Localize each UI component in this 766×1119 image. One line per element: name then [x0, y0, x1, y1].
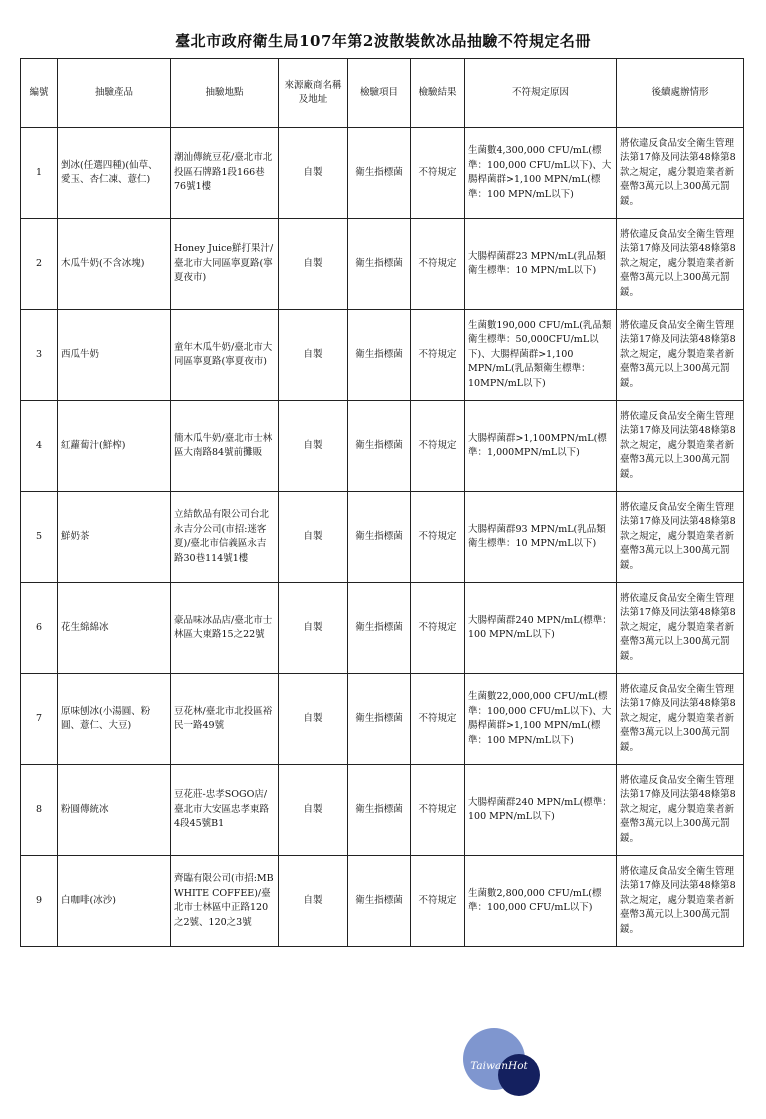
- header-item: 檢驗項目: [348, 59, 411, 128]
- taiwanhot-logo: [462, 1025, 542, 1100]
- violation-table: [20, 58, 744, 947]
- header-location: 抽驗地點: [171, 59, 279, 128]
- cell-product: 白咖啡(冰沙): [58, 856, 171, 947]
- cell-result: 不符規定: [411, 492, 465, 583]
- cell-location: 童年木瓜牛奶/臺北市大同區寧夏路(寧夏夜市): [171, 310, 279, 401]
- cell-source: 自製: [279, 219, 348, 310]
- cell-source: 自製: [279, 674, 348, 765]
- cell-product: 剉冰(任選四種)(仙草、愛玉、杏仁凍、薏仁): [58, 128, 171, 219]
- cell-source: 自製: [279, 583, 348, 674]
- cell-result: 不符規定: [411, 765, 465, 856]
- cell-item: 衛生指標菌: [348, 219, 411, 310]
- cell-followup: 將依違反食品安全衛生管理法第17條及同法第48條第8款之規定，處分製造業者新臺幣3萬元以上300萬元罰鍰。: [617, 765, 744, 856]
- table-row: [21, 310, 744, 401]
- header-reason: 不符規定原因: [465, 59, 617, 128]
- cell-source: 自製: [279, 856, 348, 947]
- header-result: 檢驗結果: [411, 59, 465, 128]
- cell-source: 自製: [279, 765, 348, 856]
- cell-no: 5: [21, 492, 58, 583]
- table-row: [21, 583, 744, 674]
- table-row: [21, 856, 744, 947]
- logo-text: TaiwanHot: [470, 1060, 528, 1072]
- table-row: [21, 492, 744, 583]
- cell-no: 8: [21, 765, 58, 856]
- cell-item: 衛生指標菌: [348, 583, 411, 674]
- cell-result: 不符規定: [411, 219, 465, 310]
- page-title: 臺北市政府衛生局107年第2波散裝飲冰品抽驗不符規定名冊: [175, 32, 591, 50]
- cell-result: 不符規定: [411, 674, 465, 765]
- cell-location: 立結飲品有限公司台北永吉分公司(市招:迷客夏)/臺北市信義區永吉路30巷114號1樓: [171, 492, 279, 583]
- cell-reason: 生菌數2,800,000 CFU/mL(標準：100,000 CFU/mL以下): [465, 856, 617, 947]
- cell-item: 衛生指標菌: [348, 674, 411, 765]
- cell-reason: 生菌數22,000,000 CFU/mL(標準：100,000 CFU/mL以下)、大腸桿菌群>1,100 MPN/mL(標準：100 MPN/mL以下): [465, 674, 617, 765]
- cell-location: 簡木瓜牛奶/臺北市士林區大南路84號前攤販: [171, 401, 279, 492]
- cell-source: 自製: [279, 310, 348, 401]
- table-row: [21, 401, 744, 492]
- cell-reason: 大腸桿菌群23 MPN/mL(乳品類衛生標準：10 MPN/mL以下): [465, 219, 617, 310]
- header-product: 抽驗產品: [58, 59, 171, 128]
- cell-no: 7: [21, 674, 58, 765]
- cell-followup: 將依違反食品安全衛生管理法第17條及同法第48條第8款之規定，處分製造業者新臺幣3萬元以上300萬元罰鍰。: [617, 310, 744, 401]
- cell-item: 衛生指標菌: [348, 310, 411, 401]
- header-no: 編號: [21, 59, 58, 128]
- table-row: [21, 765, 744, 856]
- cell-followup: 將依違反食品安全衛生管理法第17條及同法第48條第8款之規定，處分製造業者新臺幣3萬元以上300萬元罰鍰。: [617, 856, 744, 947]
- cell-reason: 生菌數190,000 CFU/mL(乳品類衛生標準：50,000CFU/mL以下)、大腸桿菌群>1,100 MPN/mL(乳品類衛生標準：10MPN/mL以下): [465, 310, 617, 401]
- cell-product: 花生綿綿冰: [58, 583, 171, 674]
- cell-result: 不符規定: [411, 128, 465, 219]
- cell-reason: 生菌數4,300,000 CFU/mL(標準：100,000 CFU/mL以下)、大腸桿菌群>1,100 MPN/mL(標準：100 MPN/mL以下): [465, 128, 617, 219]
- cell-no: 9: [21, 856, 58, 947]
- cell-no: 1: [21, 128, 58, 219]
- cell-followup: 將依違反食品安全衛生管理法第17條及同法第48條第8款之規定，處分製造業者新臺幣3萬元以上300萬元罰鍰。: [617, 492, 744, 583]
- cell-no: 2: [21, 219, 58, 310]
- table-row: [21, 219, 744, 310]
- header-followup: 後續處辦情形: [617, 59, 744, 128]
- cell-no: 6: [21, 583, 58, 674]
- cell-location: 齊臨有限公司(市招:MB WHITE COFFEE)/臺北市士林區中正路120之2號、120之3號: [171, 856, 279, 947]
- cell-product: 西瓜牛奶: [58, 310, 171, 401]
- cell-result: 不符規定: [411, 583, 465, 674]
- cell-location: 豪品味冰品店/臺北市士林區大東路15之22號: [171, 583, 279, 674]
- cell-followup: 將依違反食品安全衛生管理法第17條及同法第48條第8款之規定，處分製造業者新臺幣3萬元以上300萬元罰鍰。: [617, 401, 744, 492]
- cell-product: 原味刨冰(小湯圓、粉圓、薏仁、大豆): [58, 674, 171, 765]
- cell-item: 衛生指標菌: [348, 492, 411, 583]
- cell-result: 不符規定: [411, 401, 465, 492]
- header-source: 來源廠商名稱及地址: [279, 59, 348, 128]
- cell-reason: 大腸桿菌群>1,100MPN/mL(標準：1,000MPN/mL以下): [465, 401, 617, 492]
- cell-result: 不符規定: [411, 856, 465, 947]
- cell-item: 衛生指標菌: [348, 128, 411, 219]
- cell-source: 自製: [279, 401, 348, 492]
- cell-product: 紅蘿蔔汁(鮮榨): [58, 401, 171, 492]
- cell-followup: 將依違反食品安全衛生管理法第17條及同法第48條第8款之規定，處分製造業者新臺幣3萬元以上300萬元罰鍰。: [617, 583, 744, 674]
- cell-followup: 將依違反食品安全衛生管理法第17條及同法第48條第8款之規定，處分製造業者新臺幣3萬元以上300萬元罰鍰。: [617, 674, 744, 765]
- cell-location: Honey Juice鮮打果汁/臺北市大同區寧夏路(寧夏夜市): [171, 219, 279, 310]
- cell-followup: 將依違反食品安全衛生管理法第17條及同法第48條第8款之規定，處分製造業者新臺幣3萬元以上300萬元罰鍰。: [617, 219, 744, 310]
- cell-product: 粉圓傳統冰: [58, 765, 171, 856]
- cell-location: 豆花莊-忠孝SOGO店/臺北市大安區忠孝東路4段45號B1: [171, 765, 279, 856]
- cell-source: 自製: [279, 128, 348, 219]
- table-row: [21, 128, 744, 219]
- cell-followup: 將依違反食品安全衛生管理法第17條及同法第48條第8款之規定，處分製造業者新臺幣3萬元以上300萬元罰鍰。: [617, 128, 744, 219]
- cell-product: 木瓜牛奶(不含冰塊): [58, 219, 171, 310]
- cell-source: 自製: [279, 492, 348, 583]
- cell-no: 3: [21, 310, 58, 401]
- cell-location: 潮汕傳統豆花/臺北市北投區石牌路1段166巷76號1樓: [171, 128, 279, 219]
- cell-result: 不符規定: [411, 310, 465, 401]
- cell-reason: 大腸桿菌群93 MPN/mL(乳品類衛生標準：10 MPN/mL以下): [465, 492, 617, 583]
- cell-reason: 大腸桿菌群240 MPN/mL(標準：100 MPN/mL以下): [465, 583, 617, 674]
- table-header-row: [21, 59, 744, 128]
- cell-reason: 大腸桿菌群240 MPN/mL(標準：100 MPN/mL以下): [465, 765, 617, 856]
- cell-product: 鮮奶茶: [58, 492, 171, 583]
- table-row: [21, 674, 744, 765]
- cell-no: 4: [21, 401, 58, 492]
- cell-location: 豆花林/臺北市北投區裕民一路49號: [171, 674, 279, 765]
- cell-item: 衛生指標菌: [348, 765, 411, 856]
- cell-item: 衛生指標菌: [348, 401, 411, 492]
- cell-item: 衛生指標菌: [348, 856, 411, 947]
